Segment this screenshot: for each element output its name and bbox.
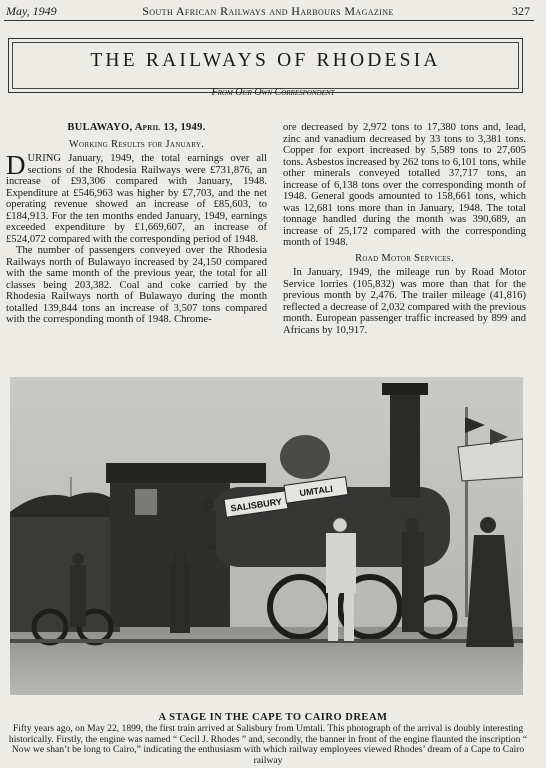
byline: From Our Own Correspondent (211, 87, 335, 98)
dateline: BULAWAYO, April 13, 1949. (67, 122, 206, 133)
photo-ground (10, 627, 523, 695)
column-right (283, 122, 526, 336)
smoke-stack-cap (382, 383, 428, 395)
train-photo-illustration (10, 377, 523, 695)
steam-dome (280, 435, 330, 479)
issue-date: May, 1949 (6, 4, 57, 18)
page-number: 327 (512, 4, 530, 18)
nameboard-salisbury-text: SALISBURY (229, 496, 283, 514)
paragraph-1 (6, 150, 267, 245)
paragraph-3: ore decreased by 2,972 tons to 17,380 tons and, lead, zinc and vanadium decreased by 33 tons to 3,381 tons. Copper for export increased by 5,589 tons to 27,605 tons. Asbestos increased by 262 tons to 6,101 tons, while other minerals conveyed totalled 37,717 tons, an increase of 6,138 tons over the corresponding month of 1948. General goods amounted to 158,661 tons, which was 12,681 tons more than in January, 1948. The total tonnage handled during the month was 390,689, an increase of 25,172 compared with the corresponding month of 1948. (283, 122, 526, 248)
paragraph-4: In January, 1949, the mileage run by Road Motor Service lorries (105,832) was more than that for the previous month by 2,476. The trailer mileage (41,816) reflected a decrease of 2,032 compared with the previous month. European passenger traffic increased by 899 and Africans by 10,917. (283, 267, 526, 336)
section-heading-working-results: Working Results for January. (68, 138, 205, 150)
paragraph-1-text: URING January, 1949, the total earnings over all sections of the Rhodesia Railways were £731,876, an increase of £93,306 compared with January, 1948. Expenditure at £546,963 was higher by £7,703, and the net operating revenue showed an increase of £85,603, to £184,913. For the ten months ended January, 1949, earnings exceeded expenditure by £1,669,607, an increase of £524,072 compared with the corresponding period of 1948. (6, 153, 267, 245)
flag-pole (465, 407, 468, 617)
historic-train-photo (10, 377, 523, 695)
cab-window (135, 489, 157, 515)
article-title: THE RAILWAYS OF RHODESIA (90, 50, 441, 71)
cairo-banner (458, 439, 523, 481)
photo-caption-text: Fifty years ago, on May 22, 1899, the first train arrived at Salisbury from Umtali. This photograph of the arrival is doubly interesting historically. Firstly, the engine was named “ Cecil J. Rhodes ” and, secondly, the banner in front of the engine flaunted the inscription “ Now we shan’t be long to Cairo,” indicating the enthusiasm with which railway employees viewed Rhodes’ dream of a Cape to Cairo railway (8, 723, 528, 766)
rail (10, 639, 523, 643)
drop-cap: D (6, 150, 26, 180)
running-head (6, 4, 530, 20)
paragraph-2: The number of passengers conveyed over the Rhodesia Railways north of Bulawayo increased by 24,150 compared with the same month of the previous year, the total for all classes being 203,382. Coal and coke carried by the Rhodesia Railways north of Bulawayo during the month totalled 139,844 tons an increase of 3,507 tons compared with the corresponding month of 1948. Chrome- (6, 245, 267, 325)
nameboard-umtali-text: UMTALI (298, 483, 334, 499)
magazine-name: South African Railways and Harbours Magazine (142, 4, 394, 18)
cab-roof (106, 463, 266, 483)
photo-caption-title: A STAGE IN THE CAPE TO CAIRO DREAM (158, 712, 388, 723)
column-left (6, 122, 267, 326)
title-frame (8, 38, 523, 93)
section-heading-road-motor: Road Motor Services. (355, 252, 454, 264)
header-rule (4, 20, 534, 21)
smoke-stack (390, 387, 420, 497)
